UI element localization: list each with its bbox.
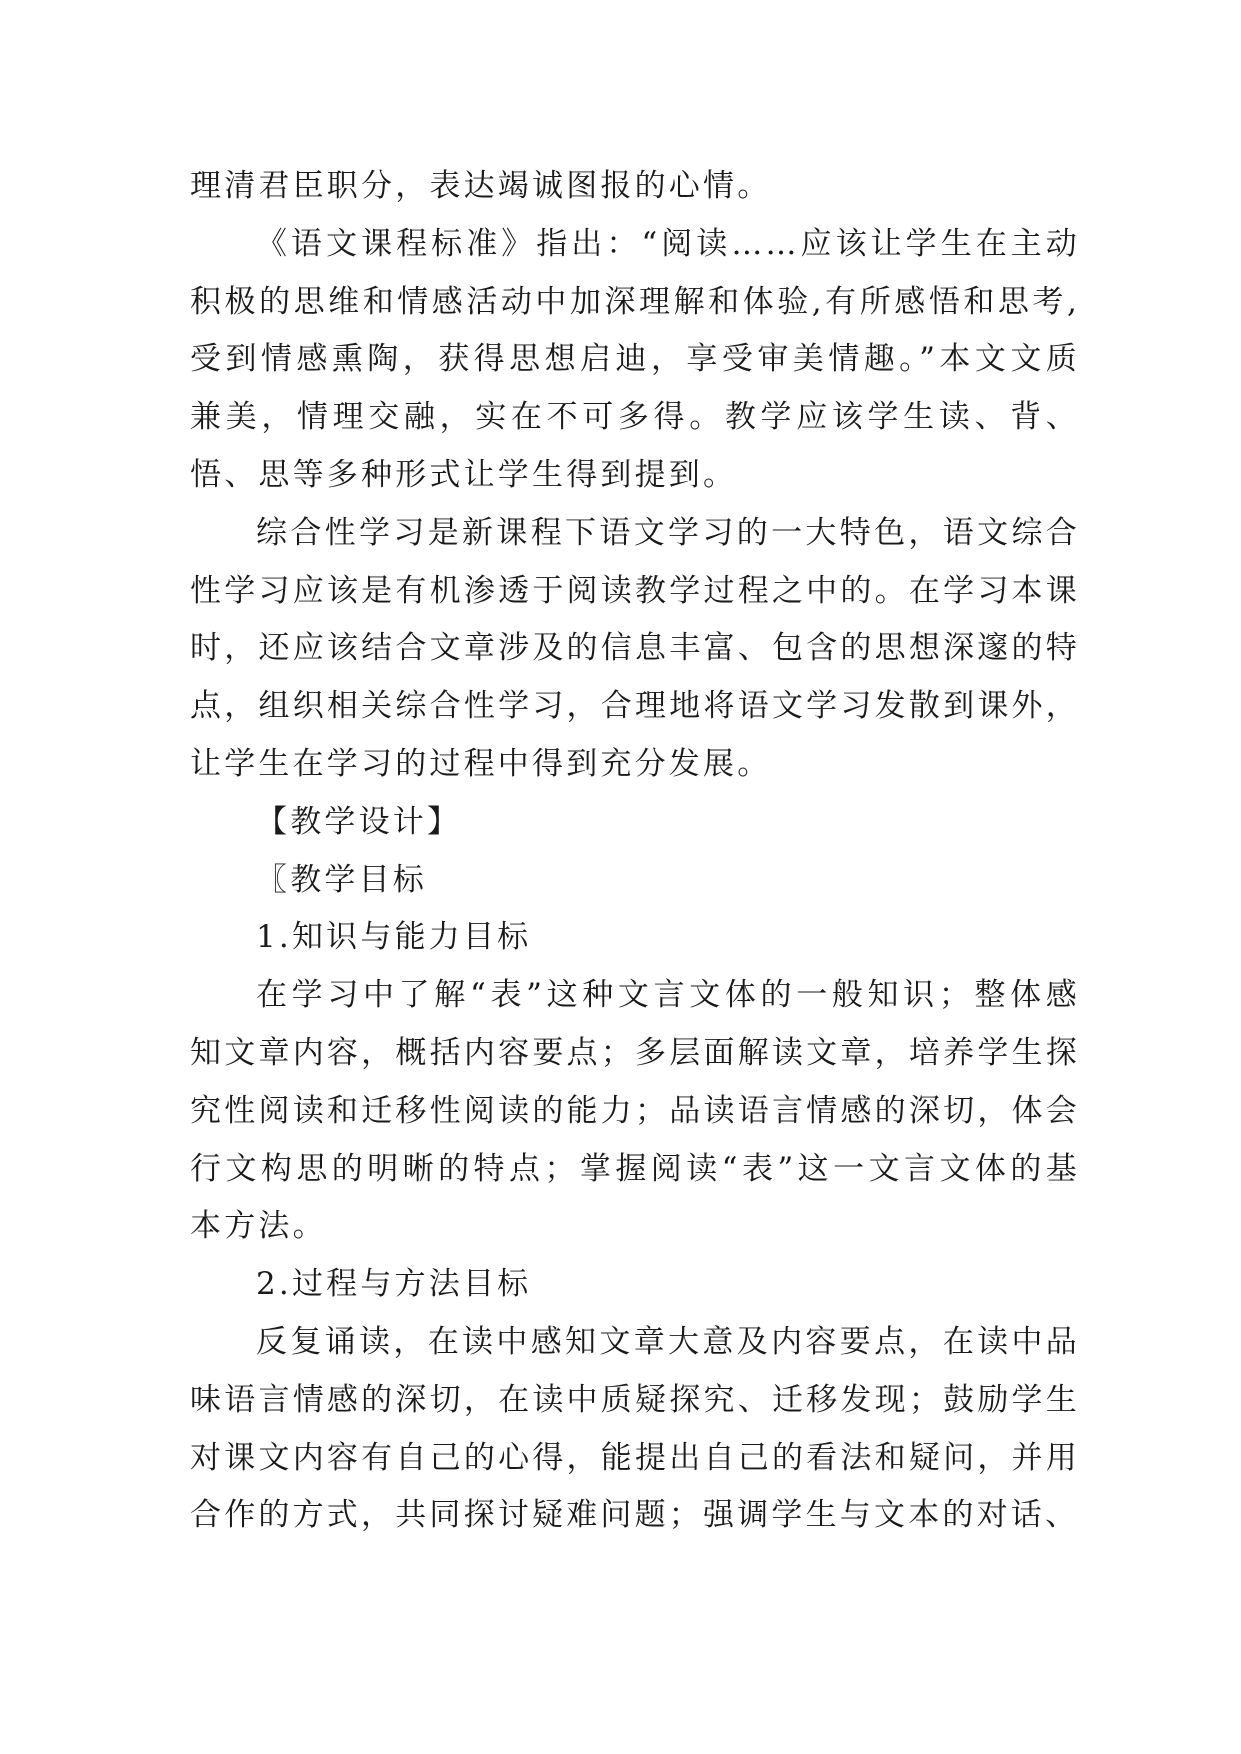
heading-knowledge-ability: 1.知识与能力目标 bbox=[256, 919, 532, 956]
paragraph-comprehensive-learning: 综合性学习是新课程下语文学习的一大特色，语文综合性学习应该是有机渗透于阅读教学过程之中的。在学习本课时，还应该结合文章涉及的信息丰富、包含的思想深邃的特点，组织相关综合性学习，合理地将语文学习发散到课外，让学生在学习的过程中得到充分发展。 bbox=[190, 514, 1080, 782]
paragraph-curriculum-standard: 《语文课程标准》指出：“阅读……应该让学生在主动积极的思维和情感活动中加深理解和体验,有所感悟和思考,受到情感熏陶，获得思想启迪，享受审美情趣。”本文文质兼美，情理交融，实在不可多得。教学应该学生读、背、悟、思等多种形式让学生得到提到。 bbox=[190, 225, 1080, 493]
paragraph-process-method: 反复诵读，在读中感知文章大意及内容要点，在读中品味语言情感的深切，在读中质疑探究、迁移发现；鼓励学生对课文内容有自己的心得，能提出自己的看法和疑问，并用合作的方式，共同探讨疑难问题；强调学生与文本的对话、 bbox=[190, 1323, 1080, 1534]
heading-teaching-objectives: 〖教学目标 bbox=[256, 861, 427, 898]
paragraph-continuation: 理清君臣职分，表达竭诚图报的心情。 bbox=[190, 168, 772, 204]
heading-process-method: 2.过程与方法目标 bbox=[256, 1266, 532, 1303]
document-body bbox=[190, 158, 1080, 1545]
paragraph-knowledge-ability: 在学习中了解“表”这种文言文体的一般知识；整体感知文章内容，概括内容要点；多层面解读文章，培养学生探究性阅读和迁移性阅读的能力；品读语言情感的深切，体会行文构思的明晰的特点；掌握阅读“表”这一文言文体的基本方法。 bbox=[190, 977, 1080, 1245]
heading-teaching-design: 【教学设计】 bbox=[256, 803, 462, 840]
